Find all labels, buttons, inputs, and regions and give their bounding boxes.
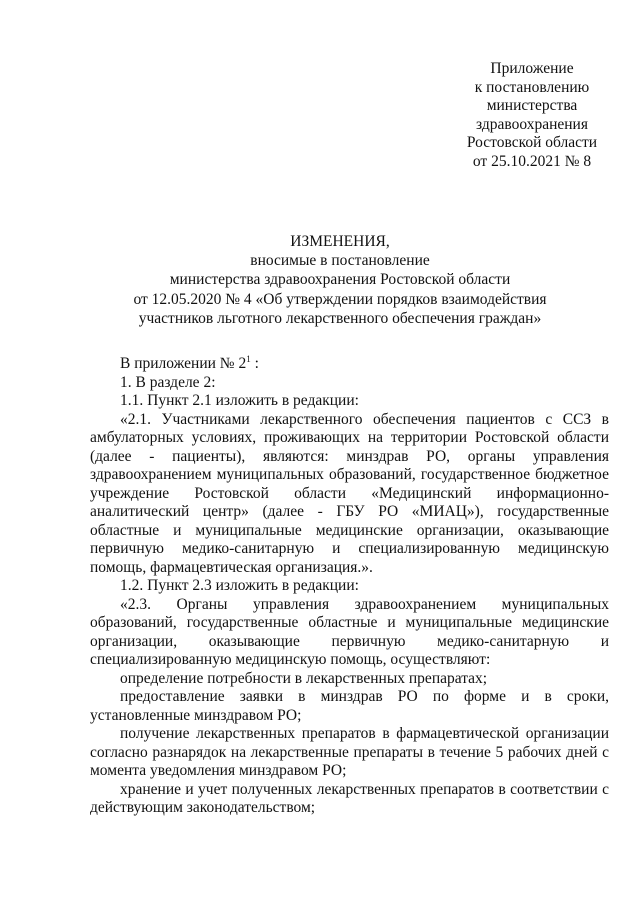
appendix-line: от 25.10.2021 № 8 bbox=[472, 152, 592, 170]
document-heading: ИЗМЕНЕНИЯ, bbox=[290, 233, 390, 250]
body-paragraph: 1.1. Пункт 2.1 изложить в редакции: bbox=[120, 392, 359, 409]
body-paragraph: определение потребности в лекарственных препаратах; bbox=[120, 669, 488, 687]
appendix-line: Ростовской области bbox=[466, 134, 598, 152]
title-line: вносимые в постановление bbox=[250, 252, 430, 270]
appendix-line: здравоохранения bbox=[476, 115, 588, 133]
appendix-line: Приложение bbox=[490, 60, 574, 77]
title-line: министерства здравоохранения Ростовской области bbox=[169, 271, 511, 289]
appendix-line: к постановлению bbox=[474, 78, 590, 96]
title-line: от 12.05.2020 № 4 «Об утверждении порядков взаимодействия bbox=[133, 290, 547, 308]
intro-tail: : bbox=[250, 355, 259, 372]
body-paragraph: 1.2. Пункт 2.3 изложить в редакции: bbox=[120, 577, 359, 594]
body-paragraph: «2.3. Органы управления здравоохранением муниципальных образований, государственные областные и муниципальные медицинские организации, оказывающие первичную медико-санитарную и специализированную медицинскую помощь, осуществляют: bbox=[90, 595, 609, 668]
body-paragraph: получение лекарственных препаратов в фармацевтической организации согласно разнарядок на лекарственные препараты в течение 5 рабочих дней с момента уведомления минздравом РО; bbox=[90, 725, 609, 779]
appendix-line: министерства bbox=[486, 97, 578, 115]
appendix-block bbox=[440, 60, 624, 172]
body-paragraph: 1. В разделе 2: bbox=[120, 373, 216, 391]
body-paragraph: предоставление заявки в минздрав РО по форме и в сроки, установленные минздравом РО; bbox=[90, 688, 609, 724]
intro-text: В приложении № 2 bbox=[120, 355, 247, 372]
body-paragraph: «2.1. Участниками лекарственного обеспечения пациентов с ССЗ в амбулаторных условиях, проживающих на территории Ростовской области (далее - пациенты), являются: минздрав РО, органы управления здравоохранением муниципальных образований, государственное бюджетное учреждение Ростовской области «Медицинский информационно-аналитический центр» (далее - ГБУ РО «МИАЦ»), государственные областные и муниципальные медицинские организации, оказывающие первичную медико-санитарную и специализированную медицинскую помощь, фармацевтическая организация.». bbox=[90, 410, 609, 576]
document-title-block bbox=[70, 232, 610, 328]
title-line: участников льготного лекарственного обеспечения граждан» bbox=[138, 309, 542, 327]
document-body bbox=[90, 355, 609, 818]
intro-paragraph bbox=[90, 355, 609, 374]
footnote-marker: 1 bbox=[246, 354, 251, 364]
body-paragraph: хранение и учет полученных лекарственных препаратов в соответствии с действующим законодательством; bbox=[90, 780, 609, 816]
